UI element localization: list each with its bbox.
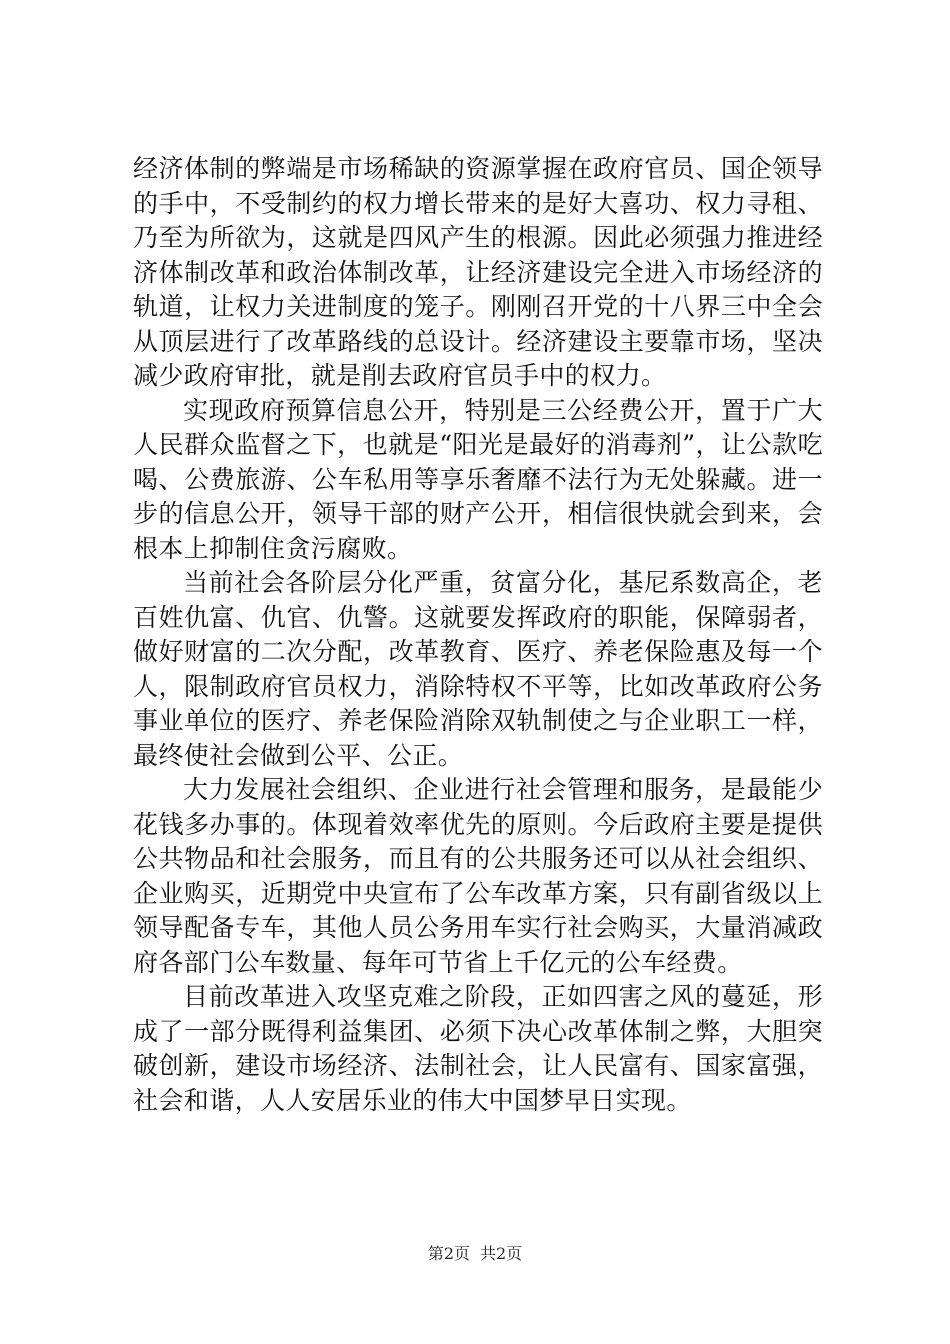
- paragraph-social-organizations: 大力发展社会组织、企业进行社会管理和服务，是最能少花钱多办事的。体现着效率优先的原则。今后政府主要是提供公共物品和社会服务，而且有的公共服务还可以从社会组织、企业购买，近期党中央宣布了公车改革方案，只有副省级以上领导配备专车，其他人员公务用车实行社会购买，大量消减政府各部门公车数量、每年可节省上千亿元的公车经费。: [133, 775, 823, 977]
- paragraph-budget-disclosure: 实现政府预算信息公开，特别是三公经费公开，置于广大人民群众监督之下，也就是“阳光是最好的消毒剂”，让公款吃喝、公费旅游、公车私用等享乐奢靡不法行为无处躲藏。进一步的信息公开，领导干部的财产公开，相信很快就会到来，会根本上抑制住贪污腐败。: [133, 395, 823, 563]
- page-footer: [0, 1241, 950, 1264]
- page-total: 共2页: [480, 1244, 523, 1263]
- page-number: 第2页: [427, 1244, 470, 1263]
- paragraph-continuation: 经济体制的弊端是市场稀缺的资源掌握在政府官员、国企领导的手中，不受制约的权力增长带来的是好大喜功、权力寻租、乃至为所欲为，这就是四风产生的根源。因此必须强力推进经济体制改革和政治体制改革，让经济建设完全进入市场经济的轨道，让权力关进制度的笼子。刚刚召开党的十八界三中全会从顶层进行了改革路线的总设计。经济建设主要靠市场，坚决减少政府审批，就是削去政府官员手中的权力。: [133, 154, 823, 390]
- paragraph-reform-conclusion: 目前改革进入攻坚克难之阶段，正如四害之风的蔓延，形成了一部分既得利益集团、必须下决心改革体制之弊，大胆突破创新，建设市场经济、法制社会，让人民富有、国家富强，社会和谐，人人安居乐业的伟大中国梦早日实现。: [133, 982, 823, 1115]
- document-body: [133, 152, 823, 1118]
- paragraph-social-equity: 当前社会各阶层分化严重，贫富分化，基尼系数高企，老百姓仇富、仇官、仇警。这就要发挥政府的职能，保障弱者，做好财富的二次分配，改革教育、医疗、养老保险惠及每一个人，限制政府官员权力，消除特权不平等，比如改革政府公务事业单位的医疗、养老保险消除双轨制使之与企业职工一样，最终使社会做到公平、公正。: [133, 568, 823, 770]
